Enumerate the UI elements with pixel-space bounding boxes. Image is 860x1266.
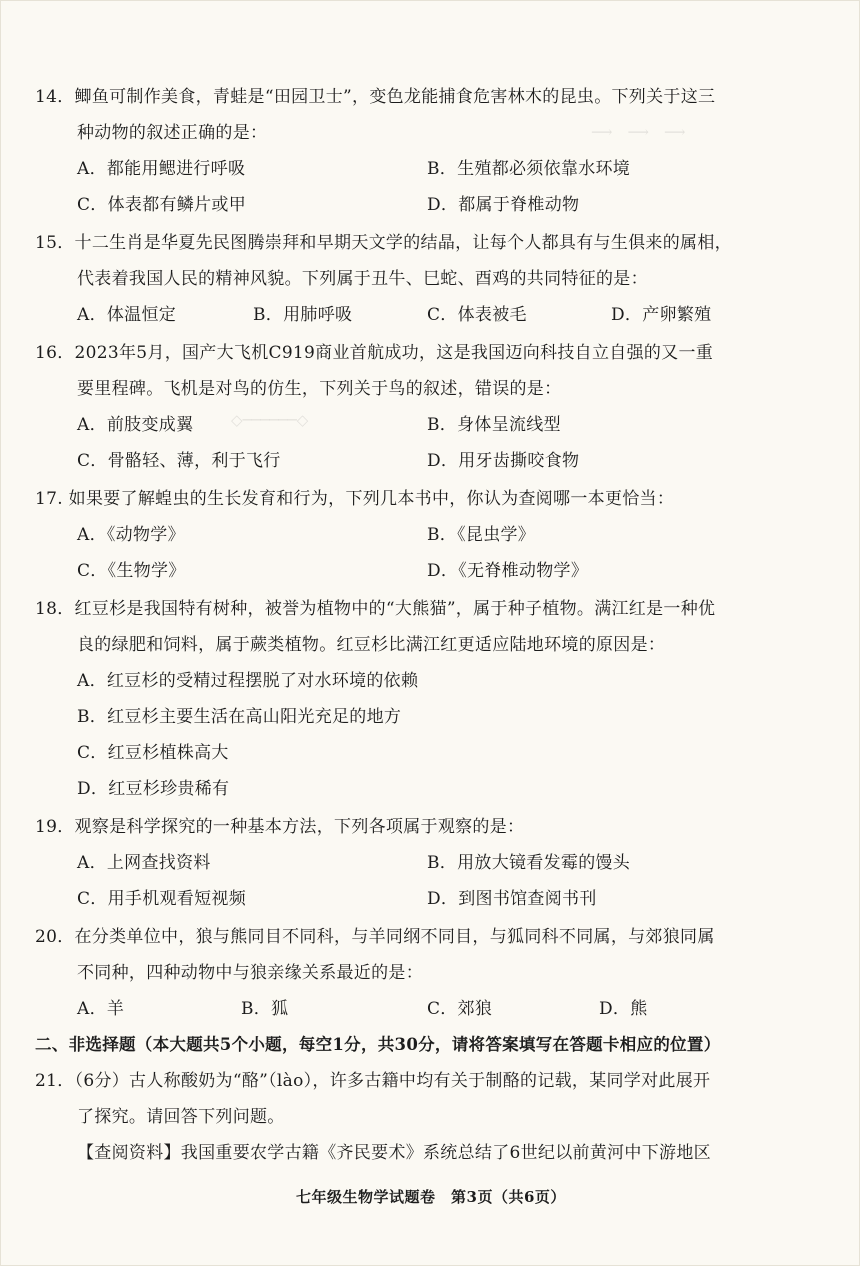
q20-option-c: C．郊狼 <box>427 999 493 1019</box>
q21-stem-line1: 21．（6分）古人称酸奶为“酪”（lào），许多古籍中均有关于制酪的记载，某同学对此展开 <box>35 1071 711 1091</box>
q14-stem-line2: 种动物的叙述正确的是： <box>77 123 268 143</box>
q15-option-a: A．体温恒定 <box>77 305 177 325</box>
q16-option-c: C．骨骼轻、薄，利于飞行 <box>77 451 281 471</box>
q16-option-b: B．身体呈流线型 <box>427 415 561 435</box>
q19-option-d: D．到图书馆查阅书刊 <box>427 889 597 909</box>
q18-option-b: B．红豆杉主要生活在高山阳光充足的地方 <box>77 707 402 727</box>
q19-option-a: A．上网查找资料 <box>77 853 211 873</box>
q15-option-b: B．用肺呼吸 <box>253 305 353 325</box>
q17-option-b: B．《昆虫学》 <box>427 525 536 545</box>
q20-option-a: A．羊 <box>77 999 125 1019</box>
q15-option-c: C．体表被毛 <box>427 305 527 325</box>
q14-option-a: A．都能用鳃进行呼吸 <box>77 159 246 179</box>
q20-stem-line1: 20．在分类单位中，狼与熊同目不同科，与羊同纲不同目，与狐同科不同属，与郊狼同属 <box>35 927 715 947</box>
q19-option-b: B．用放大镜看发霉的馒头 <box>427 853 631 873</box>
q18-stem-line1: 18．红豆杉是我国特有树种，被誉为植物中的“大熊猫”，属于种子植物。满江红是一种优 <box>35 599 716 619</box>
q18-option-d: D．红豆杉珍贵稀有 <box>77 779 230 799</box>
q14-option-d: D．都属于脊椎动物 <box>427 195 580 215</box>
q18-option-a: A．红豆杉的受精过程摆脱了对水环境的依赖 <box>77 671 419 691</box>
q20-option-b: B．狐 <box>241 999 289 1019</box>
q16-option-d: D．用牙齿撕咬食物 <box>427 451 580 471</box>
q19-stem-line1: 19．观察是科学探究的一种基本方法，下列各项属于观察的是： <box>35 817 525 837</box>
q18-option-c: C．红豆杉植株高大 <box>77 743 229 763</box>
q20-stem-line2: 不同种，四种动物中与狼亲缘关系最近的是： <box>77 963 423 983</box>
q15-stem-line1: 15．十二生肖是华夏先民图腾崇拜和早期天文学的结晶，让每个人都具有与生俱来的属相， <box>35 233 732 253</box>
q14-stem-line1: 14．鲫鱼可制作美食，青蛙是“田园卫士”，变色龙能捕食危害林木的昆虫。下列关于这三 <box>35 87 716 107</box>
q18-stem-line2: 良的绿肥和饲料，属于蕨类植物。红豆杉比满江红更适应陆地环境的原因是： <box>77 635 666 655</box>
section-heading: 二、非选择题（本大题共5个小题，每空1分，共30分，请将答案填写在答题卡相应的位置） <box>35 1035 721 1054</box>
bleed-through-mark: ⟶ ⟶ ⟶ <box>591 123 686 141</box>
q15-option-d: D．产卵繁殖 <box>611 305 712 325</box>
q15-stem-line2: 代表着我国人民的精神风貌。下列属于丑牛、巳蛇、酉鸡的共同特征的是： <box>77 269 648 289</box>
q17-option-a: A．《动物学》 <box>77 525 185 545</box>
q17-stem-line1: 17. 如果要了解蝗虫的生长发育和行为，下列几本书中，你认为查阅哪一本更恰当： <box>35 489 675 509</box>
q19-option-c: C．用手机观看短视频 <box>77 889 247 909</box>
q21-stem-line2: 了探究。请回答下列问题。 <box>77 1107 285 1127</box>
q16-stem-line2: 要里程碑。飞机是对鸟的仿生，下列关于鸟的叙述，错误的是： <box>77 379 562 399</box>
q20-option-d: D．熊 <box>599 999 648 1019</box>
q21-stem-line3: 【查阅资料】我国重要农学古籍《齐民要术》系统总结了6世纪以前黄河中下游地区 <box>77 1143 711 1163</box>
bleed-through-mark: ◇──────◇ <box>231 411 309 429</box>
q16-stem-line1: 16．2023年5月，国产大飞机C919商业首航成功，这是我国迈向科技自立自强的又一重 <box>35 343 714 363</box>
q16-option-a: A．前肢变成翼 <box>77 415 194 435</box>
q14-option-b: B．生殖都必须依靠水环境 <box>427 159 631 179</box>
q17-option-c: C．《生物学》 <box>77 561 186 581</box>
q14-option-c: C．体表都有鳞片或甲 <box>77 195 247 215</box>
q17-option-d: D．《无脊椎动物学》 <box>427 561 589 581</box>
page-footer: 七年级生物学试题卷 第3页（共6页） <box>296 1188 566 1206</box>
